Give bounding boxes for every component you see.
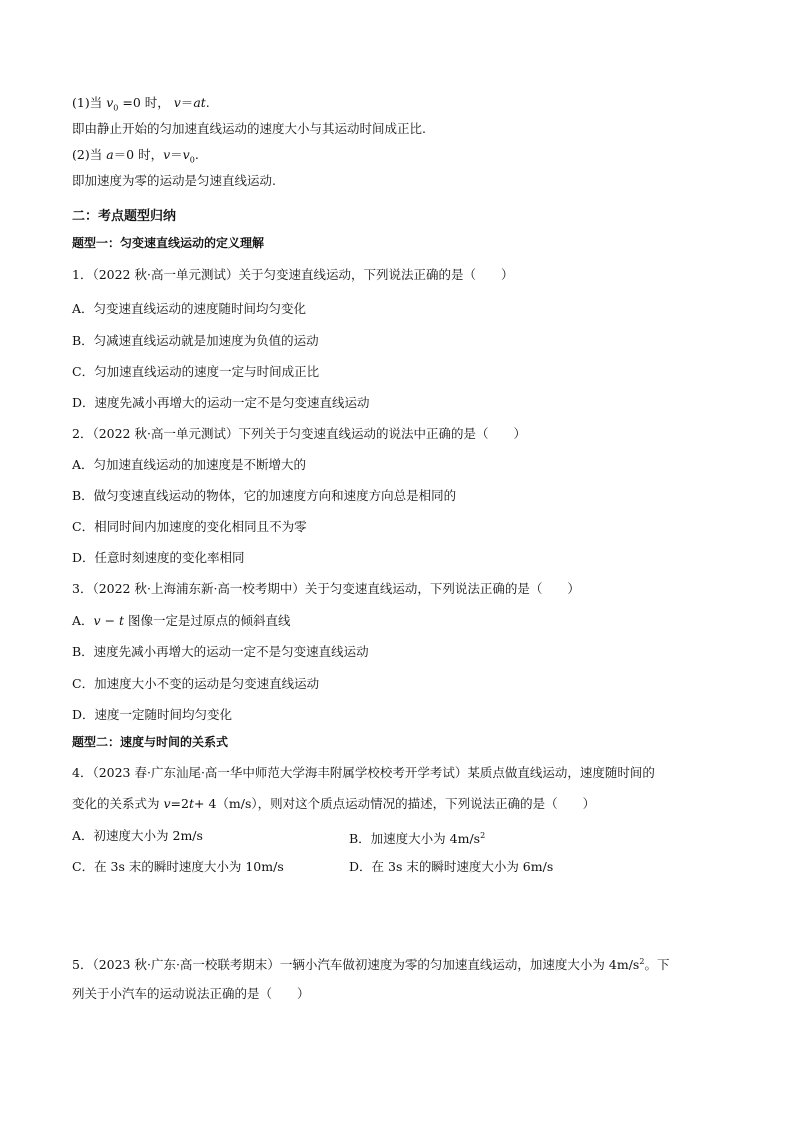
section-title: 二：考点题型归纳 bbox=[72, 209, 177, 224]
question-4-stem-line2: 变化的关系式为 v=2t+ 4（m/s），则对这个质点运动情况的描述，下列说法正确的是（ ） bbox=[72, 796, 596, 811]
type1-title: 题型一：匀变速直线运动的定义理解 bbox=[72, 236, 265, 250]
question-1-option-d: D．速度先减小再增大的运动一定不是匀变速直线运动 bbox=[72, 395, 370, 410]
question-3-option-a: A．v − t 图像一定是过原点的倾斜直线 bbox=[72, 613, 291, 628]
type2-title: 题型二：速度与时间的关系式 bbox=[72, 735, 229, 749]
question-5-stem-line2: 列关于小汽车的运动说法正确的是（ ） bbox=[72, 986, 310, 1001]
question-4-option-c: C．在 3s 末的瞬时速度大小为 10m/s bbox=[72, 859, 284, 874]
question-4-option-d: D．在 3s 末的瞬时速度大小为 6m/s bbox=[349, 859, 554, 874]
question-4-option-a: A．初速度大小为 2m/s bbox=[72, 828, 203, 843]
intro-case2: (2)当 a＝0 时，$v=v_0$. bbox=[72, 147, 199, 165]
question-2-option-a: A．匀加速直线运动的加速度是不断增大的 bbox=[72, 457, 307, 472]
question-1-option-c: C．匀加速直线运动的速度一定与时间成正比 bbox=[72, 364, 320, 379]
question-2-option-b: B．做匀变速直线运动的物体，它的加速度方向和速度方向总是相同的 bbox=[72, 488, 457, 503]
question-4-stem-line1: 4．（2023 春·广东汕尾·高一华中师范大学海丰附属学校校考开学考试）某质点做直线运动，速度随时间的 bbox=[72, 765, 655, 780]
question-1-stem: 1．（2022 秋·高一单元测试）关于匀变速直线运动，下列说法正确的是（ ） bbox=[72, 267, 514, 282]
question-3-stem: 3．（2022 秋·上海浦东新·高一校考期中）关于匀变速直线运动，下列说法正确的是（ ） bbox=[72, 581, 580, 596]
question-1-option-a: A．匀变速直线运动的速度随时间均匀变化 bbox=[72, 301, 307, 316]
intro-case1-explain: 即由静止开始的匀加速直线运动的速度大小与其运动时间成正比. bbox=[72, 121, 426, 136]
question-2-option-c: C．相同时间内加速度的变化相同且不为零 bbox=[72, 519, 307, 534]
question-1-option-b: B．匀减速直线运动就是加速度为负值的运动 bbox=[72, 333, 319, 348]
question-2-stem: 2．（2022 秋·高一单元测试）下列关于匀变速直线运动的说法中正确的是（ ） bbox=[72, 426, 526, 441]
question-4-option-b: B．加速度大小为 $4m/s^2$ bbox=[349, 831, 486, 847]
question-5-stem-line1: 5．（2023 秋·广东·高一校联考期末）一辆小汽车做初速度为零的匀加速直线运动，加速度大小为 $4m/s^2$。下 bbox=[72, 957, 670, 973]
question-3-option-b: B．速度先减小再增大的运动一定不是匀变速直线运动 bbox=[72, 644, 369, 659]
question-2-option-d: D．任意时刻速度的变化率相同 bbox=[72, 550, 245, 565]
question-3-option-c: C．加速度大小不变的运动是匀变速直线运动 bbox=[72, 676, 320, 691]
intro-case2-explain: 即加速度为零的运动是匀速直线运动. bbox=[72, 173, 276, 188]
question-3-option-d: D．速度一定随时间均匀变化 bbox=[72, 707, 233, 722]
intro-case1: (1)当 $v_0 =0$ 时， v＝at. bbox=[72, 95, 210, 113]
